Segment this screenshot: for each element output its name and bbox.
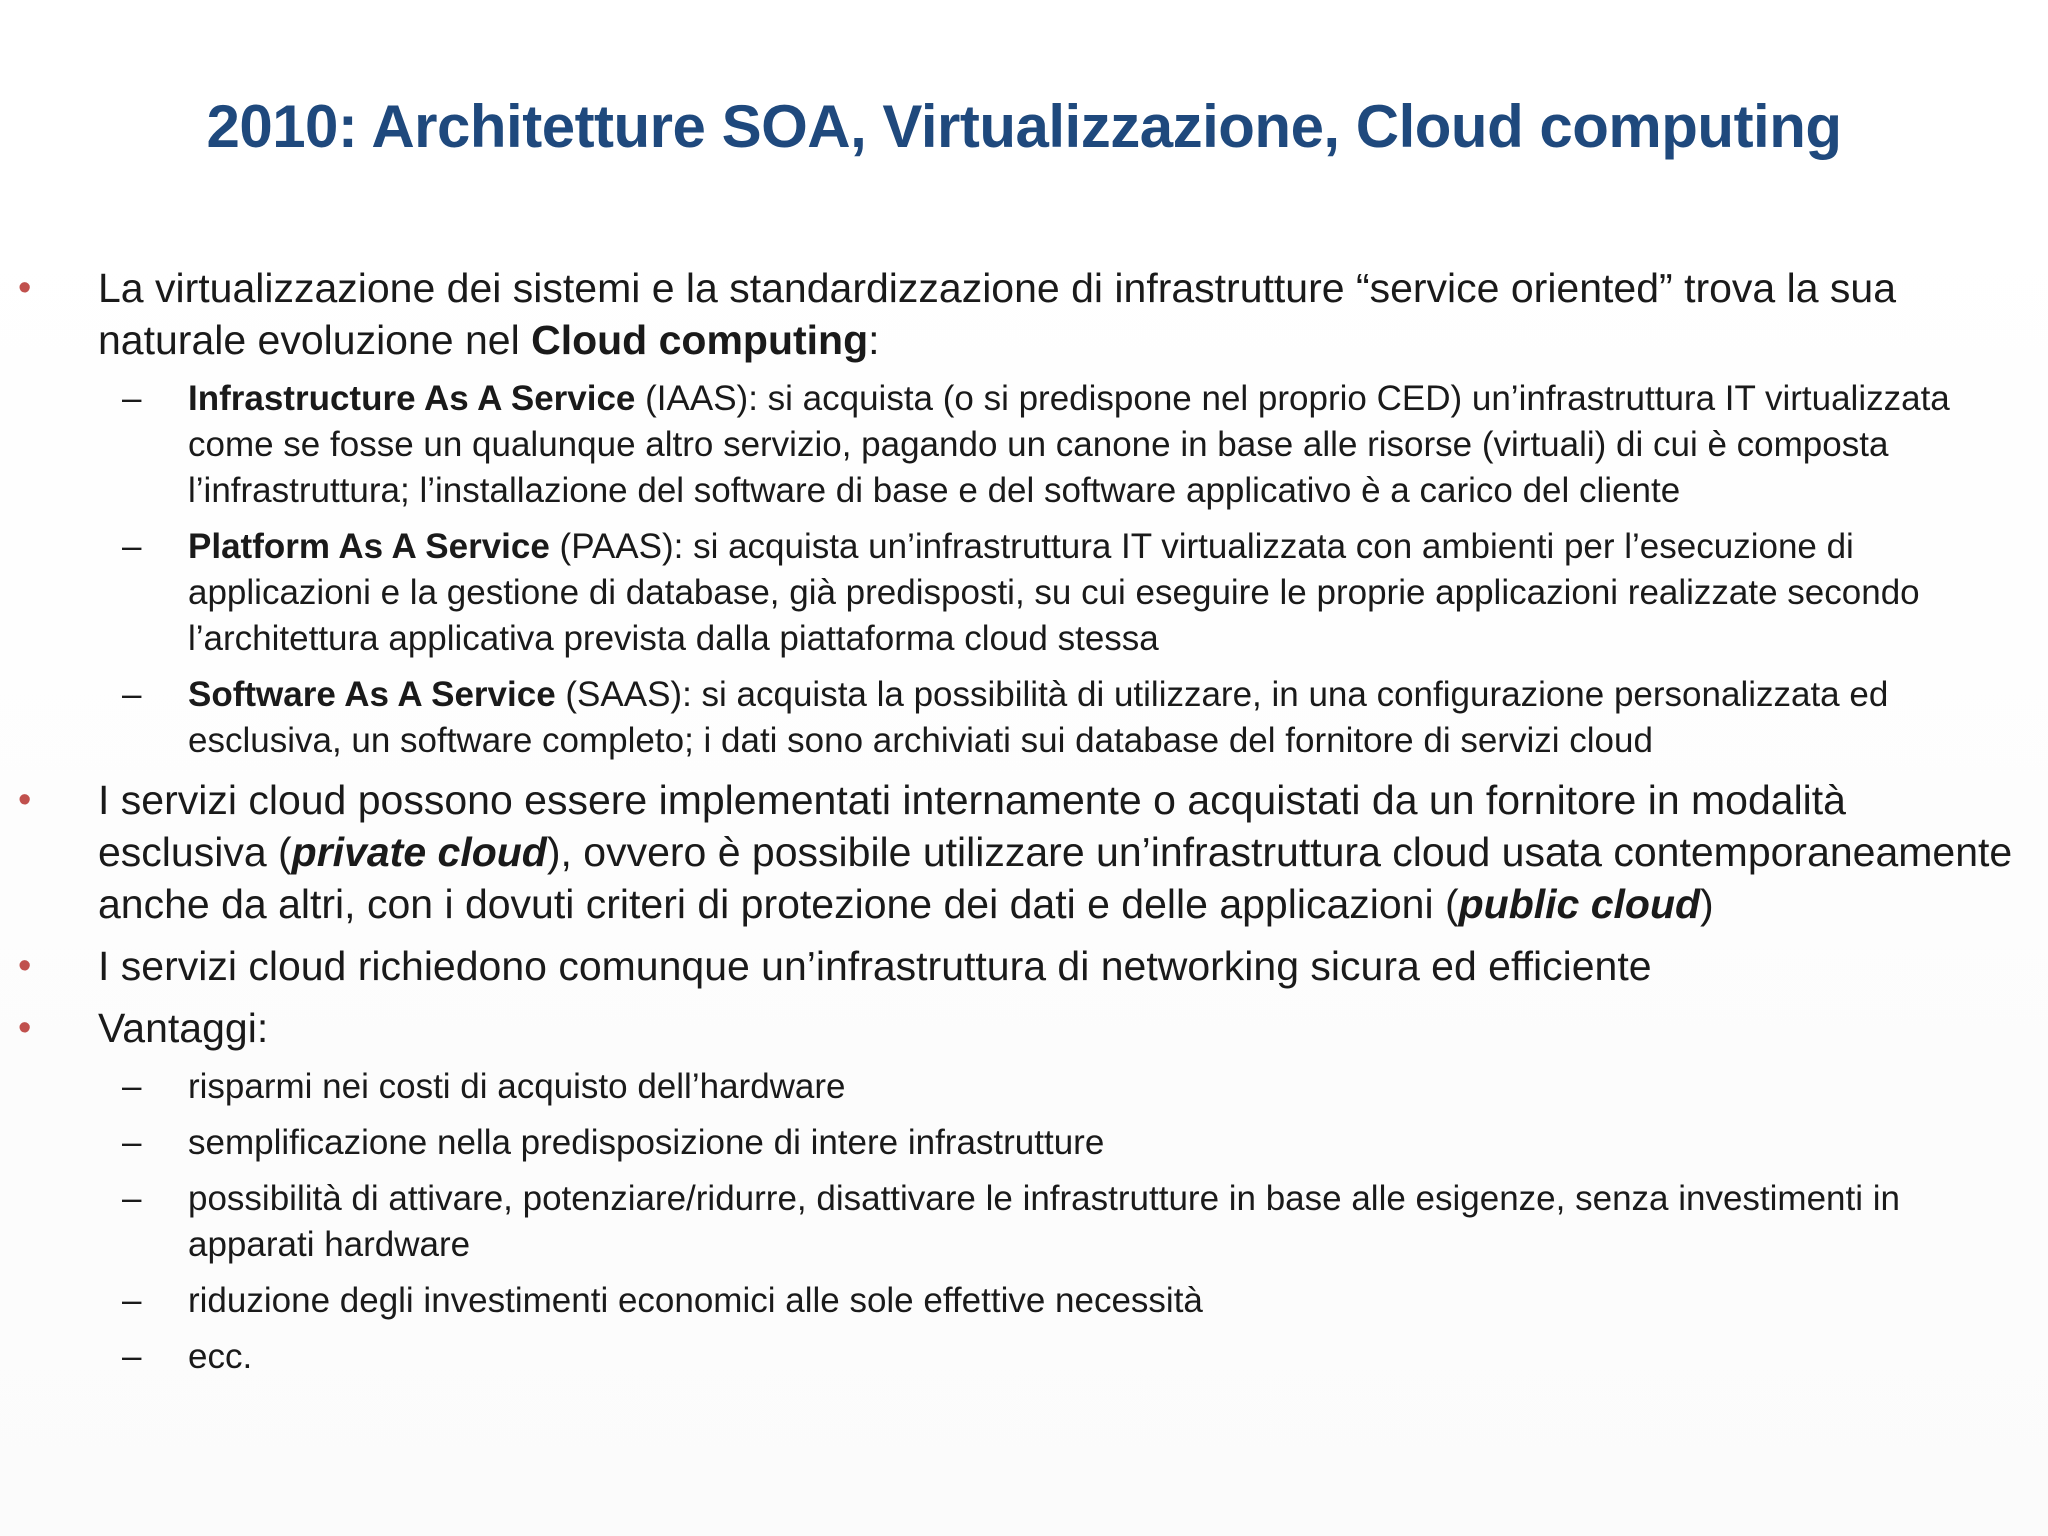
sub-bullet-text: (SAAS): si acquista la possibilità di utilizzare, in una configurazione personalizzata ed esclusiva, un software completo; i dati sono archiviati sui database del fornitore di servizi cloud	[188, 675, 1889, 760]
sub-bullet-advantage	[0, 1064, 2048, 1110]
sub-bullet-iaas	[0, 376, 2048, 514]
slide-title: 2010: Architetture SOA, Virtualizzazione, Cloud computing	[206, 93, 1842, 160]
sub-bullet-text: ecc.	[188, 1337, 253, 1376]
dash-icon: –	[122, 379, 142, 418]
bullet-text: I servizi cloud possono essere implementati internamente o acquistati da un fornitore in modalità esclusiva (	[98, 777, 1846, 875]
bullet-text: La virtualizzazione dei sistemi e la standardizzazione di infrastrutture “service oriented” trova la sua naturale evoluzione nel	[98, 265, 1897, 363]
bullet-icon: •	[18, 945, 32, 987]
dash-icon: –	[122, 1179, 142, 1218]
slide-content	[0, 262, 2048, 1390]
sub-bullet-text: possibilità di attivare, potenziare/ridurre, disattivare le infrastrutture in base alle esigenze, senza investimenti in apparati hardware	[188, 1179, 1900, 1264]
dash-icon: –	[122, 1337, 142, 1376]
bullet-vantaggi	[0, 1002, 2048, 1054]
bullet-text-emphasis: private cloud	[291, 829, 547, 875]
sub-bullet-saas	[0, 672, 2048, 764]
sub-bullet-advantage	[0, 1278, 2048, 1324]
bullet-text: )	[1700, 881, 1714, 927]
sub-bullet-term: Infrastructure As A Service	[188, 379, 636, 418]
bullet-private-public-cloud	[0, 774, 2048, 930]
bullet-icon: •	[18, 267, 32, 309]
bullet-icon: •	[18, 779, 32, 821]
sub-bullet-advantage	[0, 1334, 2048, 1380]
sub-bullet-term: Software As A Service	[188, 675, 556, 714]
sub-bullet-text: (IAAS): si acquista (o si predispone nel proprio CED) un’infrastruttura IT virtualizzata come se fosse un qualunque altro servizio, pagando un canone in base alle risorse (virtuali) di cui è composta l’infrastruttura; l’installazione del software di base e del software applicativo è a carico del cliente	[188, 379, 1950, 510]
bullet-networking	[0, 940, 2048, 992]
sub-bullet-term: Platform As A Service	[188, 527, 550, 566]
sub-bullet-text: semplificazione nella predisposizione di intere infrastrutture	[188, 1123, 1105, 1162]
bullet-icon: •	[18, 1007, 32, 1049]
sub-bullet-paas	[0, 524, 2048, 662]
bullet-text: :	[868, 317, 880, 363]
bullet-text: Vantaggi:	[98, 1005, 269, 1051]
sub-bullet-advantage	[0, 1120, 2048, 1166]
dash-icon: –	[122, 1067, 142, 1106]
bullet-text-bold: Cloud computing	[531, 317, 869, 363]
dash-icon: –	[122, 527, 142, 566]
sub-bullet-text: riduzione degli investimenti economici alle sole effettive necessità	[188, 1281, 1203, 1320]
bullet-text-emphasis: public cloud	[1458, 881, 1701, 927]
dash-icon: –	[122, 675, 142, 714]
dash-icon: –	[122, 1281, 142, 1320]
bullet-text: ), ovvero è possibile utilizzare un’infrastruttura cloud usata contemporaneamente anche da altri, con i dovuti criteri di protezione dei dati e delle applicazioni (	[98, 829, 2013, 927]
sub-bullet-text: risparmi nei costi di acquisto dell’hardware	[188, 1067, 846, 1106]
bullet-cloud-computing	[0, 262, 2048, 366]
bullet-text: I servizi cloud richiedono comunque un’infrastruttura di networking sicura ed efficiente	[98, 943, 1652, 989]
sub-bullet-advantage	[0, 1176, 2048, 1268]
sub-bullet-text: (PAAS): si acquista un’infrastruttura IT virtualizzata con ambienti per l’esecuzione di applicazioni e la gestione di database, già predisposti, su cui eseguire le proprie applicazioni realizzate secondo l’architettura applicativa prevista dalla piattaforma cloud stessa	[188, 527, 1920, 658]
dash-icon: –	[122, 1123, 142, 1162]
